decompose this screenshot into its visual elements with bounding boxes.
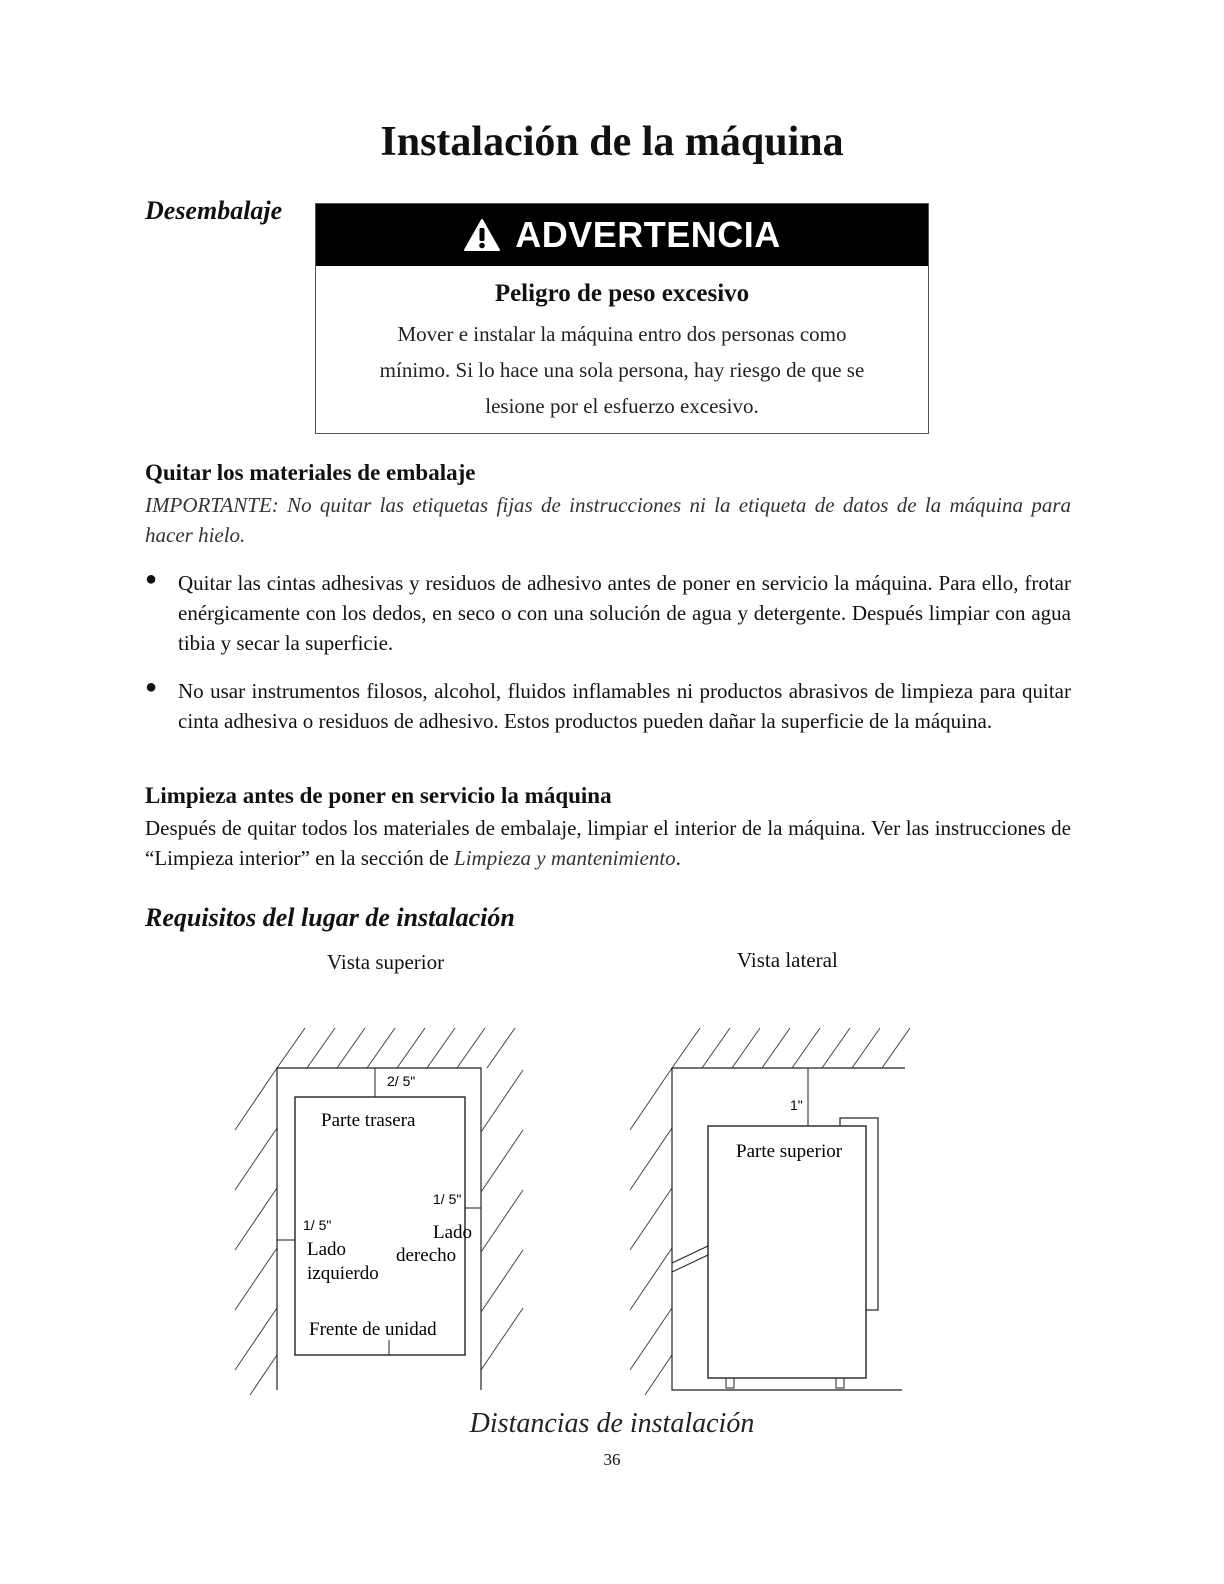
warning-box — [315, 203, 929, 434]
side-view-title: Vista lateral — [737, 948, 838, 972]
left-label: izquierdo — [307, 1263, 379, 1284]
right-label: Lado — [433, 1222, 473, 1243]
cleaning-text — [145, 813, 1071, 873]
bullet-item: No usar instrumentos filosos, alcohol, fluidos inflamables ni productos abrasivos de limpieza para quitar cinta adhesiva o residuos de adhesivo. Estos productos pueden dañar la superficie de la máquina. — [178, 679, 1071, 733]
bullet-icon: ● — [145, 568, 158, 590]
unit-outline — [708, 1126, 866, 1378]
warning-banner-label: ADVERTENCIA — [515, 214, 781, 255]
warning-line: lesione por el esfuerzo excesivo. — [485, 394, 759, 418]
top-label: Parte superior — [736, 1141, 843, 1162]
page-title: Instalación de la máquina — [380, 119, 844, 165]
foot-icon — [836, 1378, 844, 1388]
important-note: IMPORTANTE: No quitar las etiquetas fijas de instrucciones ni la etiqueta de datos de la máquina para hacer hielo. — [145, 493, 1071, 547]
top-view-diagram — [225, 1020, 535, 1400]
back-label: Parte trasera — [321, 1110, 416, 1131]
top-view-title: Vista superior — [327, 950, 445, 974]
left-gap-label: 1/ 5" — [303, 1217, 332, 1233]
bullet-item: Quitar las cintas adhesivas y residuos de adhesivo antes de poner en servicio la máquina. Para ello, frotar enérgicamente con los dedos, en seco o con una solución de agua y detergente. Después limpiar con agua tibia y secar la superficie. — [178, 571, 1071, 655]
left-label: Lado — [307, 1239, 347, 1260]
section-heading-desembalaje: Desembalaje — [145, 196, 283, 225]
remove-packaging-heading: Quitar los materiales de embalaje — [145, 460, 476, 485]
warning-line: Mover e instalar la máquina entro dos personas como — [397, 322, 847, 346]
warning-text — [336, 316, 908, 424]
foot-icon — [726, 1378, 734, 1388]
warning-line: mínimo. Si lo hace una sola persona, hay riesgo de que se — [379, 358, 865, 382]
top-gap-label: 1" — [790, 1097, 803, 1113]
side-view-diagram — [620, 1020, 920, 1400]
warning-triangle-icon — [463, 218, 501, 252]
figure-caption: Distancias de instalación — [469, 1408, 755, 1439]
warning-heading: Peligro de peso excesivo — [494, 280, 750, 307]
right-gap-label: 1/ 5" — [433, 1191, 462, 1207]
cleaning-text-part: . — [675, 846, 681, 870]
bullet-icon: ● — [145, 676, 158, 698]
site-requirements-heading: Requisitos del lugar de instalación — [145, 903, 515, 932]
cleaning-text-part: Después de quitar todos los materiales de embalaje, limpiar el interior de la máquina. Ver las instrucciones de “Limpieza interior” en la sección de — [145, 816, 1071, 870]
right-label: derecho — [396, 1245, 457, 1266]
page-number: 36 — [603, 1450, 621, 1469]
pipe-line — [672, 1255, 708, 1272]
front-label: Frente de unidad — [309, 1319, 437, 1340]
back-gap-label: 2/ 5" — [387, 1073, 416, 1089]
cleaning-link-text: Limpieza y mantenimiento — [454, 846, 676, 870]
pipe-line — [672, 1246, 708, 1263]
warning-banner — [316, 204, 928, 266]
cleaning-heading: Limpieza antes de poner en servicio la máquina — [145, 783, 612, 808]
